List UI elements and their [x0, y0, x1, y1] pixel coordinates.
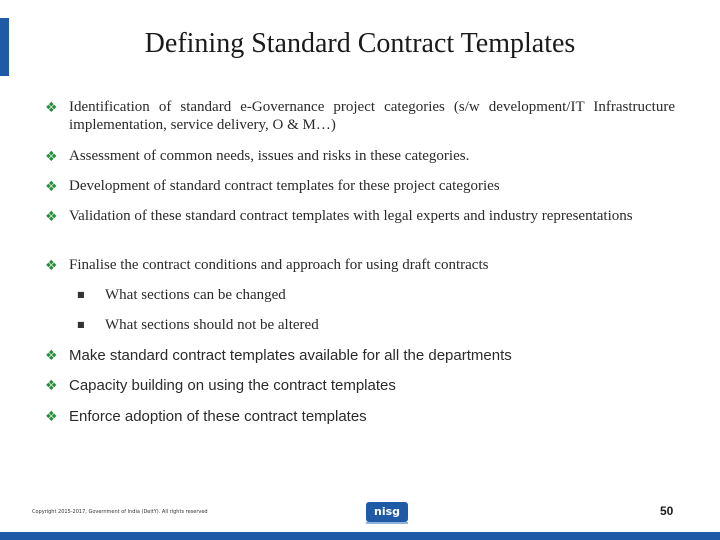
diamond-bullet-icon: ❖: [45, 348, 58, 364]
bullet-text: Capacity building on using the contract templates: [69, 377, 396, 394]
bottom-bar: [0, 532, 720, 540]
bullet-text: Development of standard contract templates for these project categories: [69, 178, 500, 194]
footer-copyright: Copyright 2015-2017, Government of India (DeitY). All rights reserved: [32, 509, 208, 515]
square-bullet-icon: ■: [77, 290, 85, 299]
bullet-item: [45, 376, 675, 396]
diamond-bullet-icon: ❖: [45, 378, 58, 394]
logo-underline: [366, 522, 408, 524]
square-bullet-icon: ■: [77, 320, 85, 329]
diamond-bullet-icon: ❖: [45, 409, 58, 425]
bullet-item: [45, 207, 675, 226]
sub-bullet-text: What sections can be changed: [105, 287, 286, 303]
bullet-item: [45, 147, 675, 166]
diamond-bullet-icon: ❖: [45, 179, 58, 195]
bullet-text: Finalise the contract conditions and approach for using draft contracts: [69, 257, 489, 273]
bullet-item: [45, 256, 675, 275]
bullet-item: [45, 177, 675, 196]
diamond-bullet-icon: ❖: [45, 258, 58, 274]
diamond-bullet-icon: ❖: [45, 209, 58, 225]
diamond-bullet-icon: ❖: [45, 100, 58, 116]
diamond-bullet-icon: ❖: [45, 149, 58, 165]
bullet-text: Identification of standard e-Governance project categories (s/w development/IT Infrastructure implementation, service delivery, O & M…): [69, 99, 675, 133]
sub-bullet-item: [77, 316, 637, 334]
slide-title: Defining Standard Contract Templates: [144, 28, 576, 59]
bullet-text: Make standard contract templates available for all the departments: [69, 347, 512, 364]
bullet-text: Assessment of common needs, issues and risks in these categories.: [69, 148, 470, 164]
page-number: 50: [660, 504, 674, 518]
bullet-text: Validation of these standard contract templates with legal experts and industry representations: [69, 208, 633, 224]
bullet-item: [45, 407, 675, 427]
sub-bullet-text: What sections should not be altered: [105, 317, 319, 333]
sub-bullet-item: [77, 286, 637, 304]
bullet-text: Enforce adoption of these contract templates: [69, 408, 367, 425]
bullet-item: [45, 98, 675, 134]
nisg-logo: nisg: [366, 502, 408, 522]
bullet-item: [45, 346, 675, 366]
